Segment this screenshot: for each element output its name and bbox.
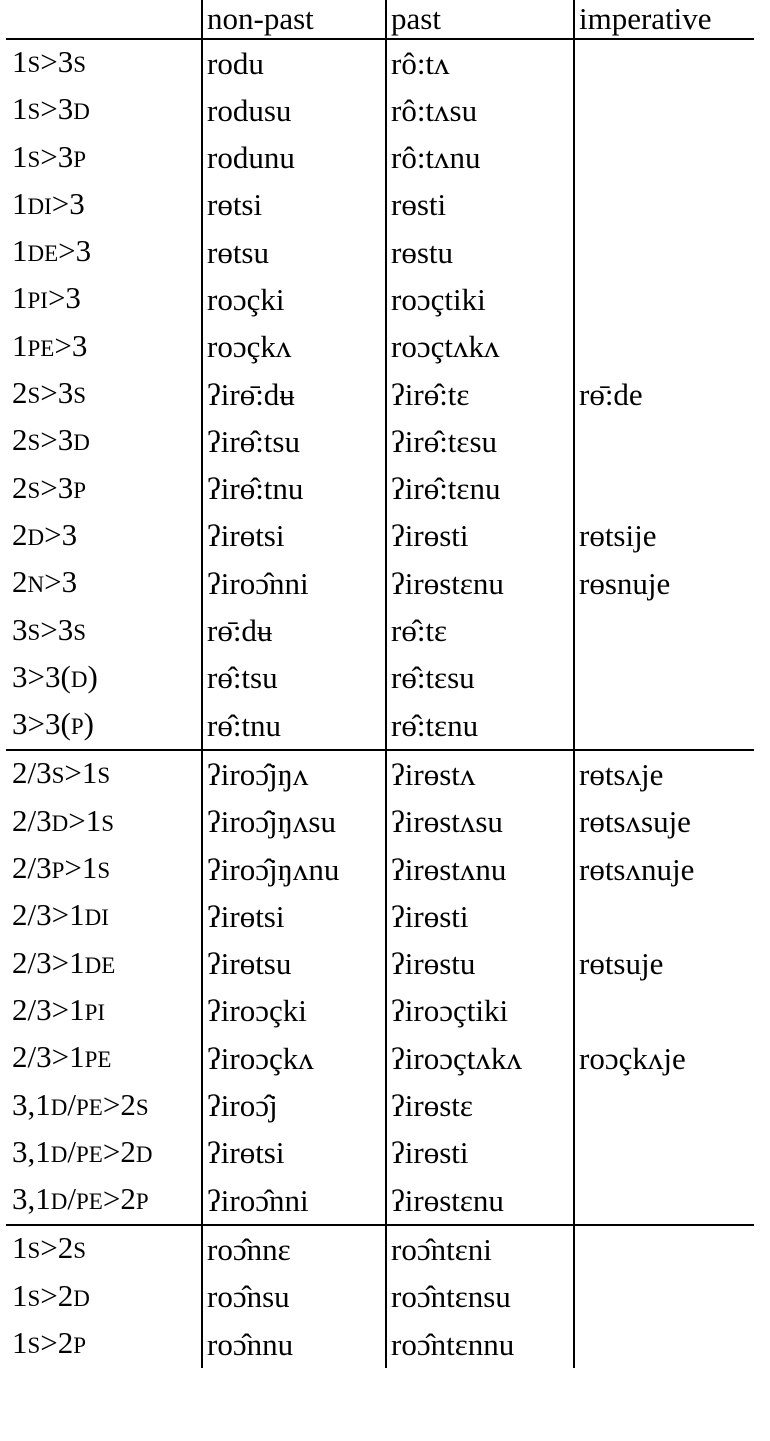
nonpast-cell: ʔirɵtsi [202,1130,386,1177]
past-cell: rɵ̂:tɛnu [386,702,574,750]
person-cell: 1DI>3 [12,185,85,221]
person-cell: 2/3>1PI [12,991,106,1027]
table-row [6,1225,754,1273]
glossing-abbreviation: S [27,1285,41,1311]
glossing-abbreviation: S [51,763,65,789]
past-cell: roɔ̂ntɛni [386,1225,574,1273]
glossing-abbreviation: S [27,52,41,77]
glossing-abbreviation: S [27,99,41,125]
table-row [6,513,754,560]
imperative-cell: rɵ̄:de [574,371,754,418]
glossing-abbreviation: DI [84,905,109,931]
glossing-abbreviation: S [27,477,41,503]
table-row [6,229,754,276]
glossing-abbreviation: D [70,666,88,692]
imperative-cell [574,1274,754,1321]
glossing-abbreviation: P [135,1189,149,1215]
glossing-abbreviation: PE [76,1141,103,1167]
person-cell: 2/3D>1S [12,802,115,838]
paradigm-table [6,0,754,1368]
glossing-abbreviation: D [135,1141,153,1167]
past-cell: rɵ̂:tɛsu [386,655,574,702]
nonpast-cell: ʔiroɔ̂jŋʌ [202,750,386,798]
person-cell: 3>3(P) [12,706,94,742]
imperative-cell [574,655,754,702]
imperative-cell [574,702,754,750]
table-row [6,799,754,846]
imperative-cell [574,276,754,323]
imperative-cell: rɵtsʌsuje [574,799,754,846]
nonpast-cell: rɵtsu [202,229,386,276]
imperative-cell [574,1225,754,1273]
table-row [6,276,754,323]
past-cell: ʔirɵstɛ [386,1083,574,1130]
nonpast-cell: rɵtsi [202,182,386,229]
person-cell: 2D>3 [12,516,78,552]
person-cell: 2/3>1DE [12,944,116,980]
table-row [6,560,754,607]
past-cell: roɔ̂ntɛnnu [386,1321,574,1368]
glossing-abbreviation: S [135,1094,149,1120]
imperative-cell [574,608,754,655]
glossing-abbreviation: P [73,477,87,503]
nonpast-cell: rɵ̂:tsu [202,655,386,702]
person-cell: 3S>3S [12,611,87,647]
glossing-abbreviation: S [97,763,111,789]
glossing-abbreviation: S [27,1333,41,1359]
person-cell: 2/3>1PE [12,1039,112,1075]
past-cell: rô:tʌ [386,39,574,87]
table-row [6,846,754,893]
header-nonpast: non-past [202,0,386,39]
table-row [6,182,754,229]
imperative-cell: rɵsnuje [574,560,754,607]
glossing-abbreviation: S [73,383,87,409]
glossing-abbreviation: P [73,1333,87,1359]
nonpast-cell: roɔ̂nsu [202,1274,386,1321]
imperative-cell [574,466,754,513]
past-cell: ʔirɵ̂:tɛ [386,371,574,418]
imperative-cell [574,988,754,1035]
person-cell: 1S>3D [12,91,90,127]
nonpast-cell: ʔirɵ̂:tnu [202,466,386,513]
glossing-abbreviation: D [50,1094,68,1120]
table-row [6,1130,754,1177]
person-cell: 3,1D/PE>2P [12,1181,149,1217]
glossing-abbreviation: N [27,572,45,598]
past-cell: ʔirɵstɛnu [386,1177,574,1225]
nonpast-cell: ʔiroɔçki [202,988,386,1035]
nonpast-cell: roɔçkʌ [202,324,386,371]
past-cell: ʔirɵstʌ [386,750,574,798]
glossing-abbreviation: D [73,99,90,125]
glossing-abbreviation: DI [27,193,52,219]
glossing-abbreviation: P [73,146,87,172]
header-person [6,0,202,39]
glossing-abbreviation: PE [76,1094,103,1120]
past-cell: ʔirɵstu [386,941,574,988]
imperative-cell [574,324,754,371]
table-row [6,1321,754,1368]
table-row [6,893,754,940]
person-cell: 1S>2S [6,1225,202,1273]
nonpast-cell: roɔ̂nnu [202,1321,386,1368]
imperative-cell [574,418,754,465]
table-row [6,87,754,134]
person-cell: 1S>3P [12,138,87,174]
imperative-cell [574,135,754,182]
past-cell: rɵstu [386,229,574,276]
table-row [6,1083,754,1130]
table-row [6,1274,754,1321]
header-past: past [386,0,574,39]
glossing-abbreviation: PE [27,335,55,361]
table-row [6,750,754,798]
table-row [6,39,754,87]
past-cell: rɵsti [386,182,574,229]
past-cell: roɔ̂ntɛnsu [386,1274,574,1321]
table-row [6,655,754,702]
imperative-cell: rɵtsʌnuje [574,846,754,893]
paradigm-table-body [6,0,754,1368]
imperative-cell: roɔçkʌje [574,1035,754,1082]
person-cell: 1S>2D [12,1277,90,1313]
nonpast-cell: ʔiroɔ̂nni [202,1177,386,1225]
glossing-abbreviation: S [27,146,41,172]
person-cell: 3>3(D) [12,658,98,694]
table-row [6,135,754,182]
glossing-abbreviation: D [73,1285,90,1311]
glossing-abbreviation: D [50,1189,68,1215]
nonpast-cell: rodunu [202,135,386,182]
table-row [6,988,754,1035]
glossing-abbreviation: P [70,714,84,740]
nonpast-cell: rɵ̄:dʉ [202,608,386,655]
person-cell: 1S>3S [6,39,202,87]
person-cell: 2S>3D [12,422,90,458]
past-cell: ʔirɵstʌsu [386,799,574,846]
past-cell: ʔirɵstʌnu [386,846,574,893]
glossing-abbreviation: DE [84,952,116,978]
person-cell: 3,1D/PE>2S [12,1086,149,1122]
imperative-cell [574,1083,754,1130]
glossing-abbreviation: S [27,1238,41,1264]
glossing-abbreviation: D [73,430,90,456]
glossing-abbreviation: S [27,430,41,456]
glossing-abbreviation: S [73,619,87,645]
past-cell: ʔirɵstɛnu [386,560,574,607]
nonpast-cell: ʔirɵtsi [202,893,386,940]
imperative-cell [574,893,754,940]
past-cell: ʔiroɔçtiki [386,988,574,1035]
person-cell: 2S>3P [12,469,87,505]
table-row [6,941,754,988]
glossing-abbreviation: D [51,810,69,836]
nonpast-cell: ʔiroɔ̂jŋʌnu [202,846,386,893]
past-cell: ʔirɵsti [386,1130,574,1177]
nonpast-cell: ʔirɵ̂:tsu [202,418,386,465]
person-cell: 1S>2P [12,1325,87,1361]
header-imperative: imperative [574,0,754,39]
nonpast-cell: rɵ̂:tnu [202,702,386,750]
glossing-abbreviation: S [27,619,41,645]
person-cell: 2/3P>1S [12,850,111,886]
nonpast-cell: rodusu [202,87,386,134]
person-cell: 1DE>3 [12,233,92,269]
past-cell: ʔirɵ̂:tɛsu [386,418,574,465]
imperative-cell [574,1130,754,1177]
past-cell: ʔirɵsti [386,513,574,560]
past-cell: rɵ̂:tɛ [386,608,574,655]
glossing-abbreviation: PE [76,1189,103,1215]
past-cell: rô:tʌnu [386,135,574,182]
glossing-abbreviation: PI [27,288,48,314]
glossing-abbreviation: D [27,524,45,550]
table-row [6,466,754,513]
glossing-abbreviation: PE [84,1047,112,1073]
nonpast-cell: ʔiroɔ̂j [202,1083,386,1130]
glossing-abbreviation: S [97,858,111,884]
past-cell: rô:tʌsu [386,87,574,134]
nonpast-cell: roɔ̂nnɛ [202,1225,386,1273]
glossing-abbreviation: S [27,383,41,409]
glossing-abbreviation: S [73,1238,87,1264]
person-cell: 2N>3 [12,564,78,600]
imperative-cell: rɵtsuje [574,941,754,988]
glossing-abbreviation: DE [27,241,59,267]
nonpast-cell: ʔiroɔçkʌ [202,1035,386,1082]
nonpast-cell: rodu [202,39,386,87]
person-cell: 3,1D/PE>2D [12,1133,153,1169]
glossing-abbreviation: D [50,1141,68,1167]
table-row [6,702,754,750]
table-row [6,608,754,655]
glossing-abbreviation: S [73,52,87,77]
past-cell: ʔirɵsti [386,893,574,940]
person-cell: 2S>3S [12,375,87,411]
imperative-cell: rɵtsije [574,513,754,560]
nonpast-cell: ʔirɵtsi [202,513,386,560]
table-row [6,1035,754,1082]
glossing-abbreviation: PI [84,999,106,1025]
person-cell: 2/3>1DI [12,897,109,933]
past-cell: ʔirɵ̂:tɛnu [386,466,574,513]
nonpast-cell: roɔçki [202,276,386,323]
imperative-cell: rɵtsʌje [574,750,754,798]
glossing-abbreviation: S [101,810,115,836]
person-cell: 1PE>3 [12,327,88,363]
header-row [6,0,754,39]
person-cell: 1PI>3 [12,280,81,316]
nonpast-cell: ʔiroɔ̂jŋʌsu [202,799,386,846]
imperative-cell [574,1321,754,1368]
table-row [6,371,754,418]
imperative-cell [574,1177,754,1225]
imperative-cell [574,229,754,276]
imperative-cell [574,39,754,87]
glossing-abbreviation: P [51,858,65,884]
nonpast-cell: ʔirɵtsu [202,941,386,988]
table-row [6,1177,754,1225]
table-row [6,418,754,465]
person-cell: 2/3S>1S [6,750,202,798]
nonpast-cell: ʔiroɔ̂nni [202,560,386,607]
imperative-cell [574,87,754,134]
past-cell: ʔiroɔçtʌkʌ [386,1035,574,1082]
imperative-cell [574,182,754,229]
nonpast-cell: ʔirɵ̄:dʉ [202,371,386,418]
past-cell: roɔçtiki [386,276,574,323]
past-cell: roɔçtʌkʌ [386,324,574,371]
table-row [6,324,754,371]
